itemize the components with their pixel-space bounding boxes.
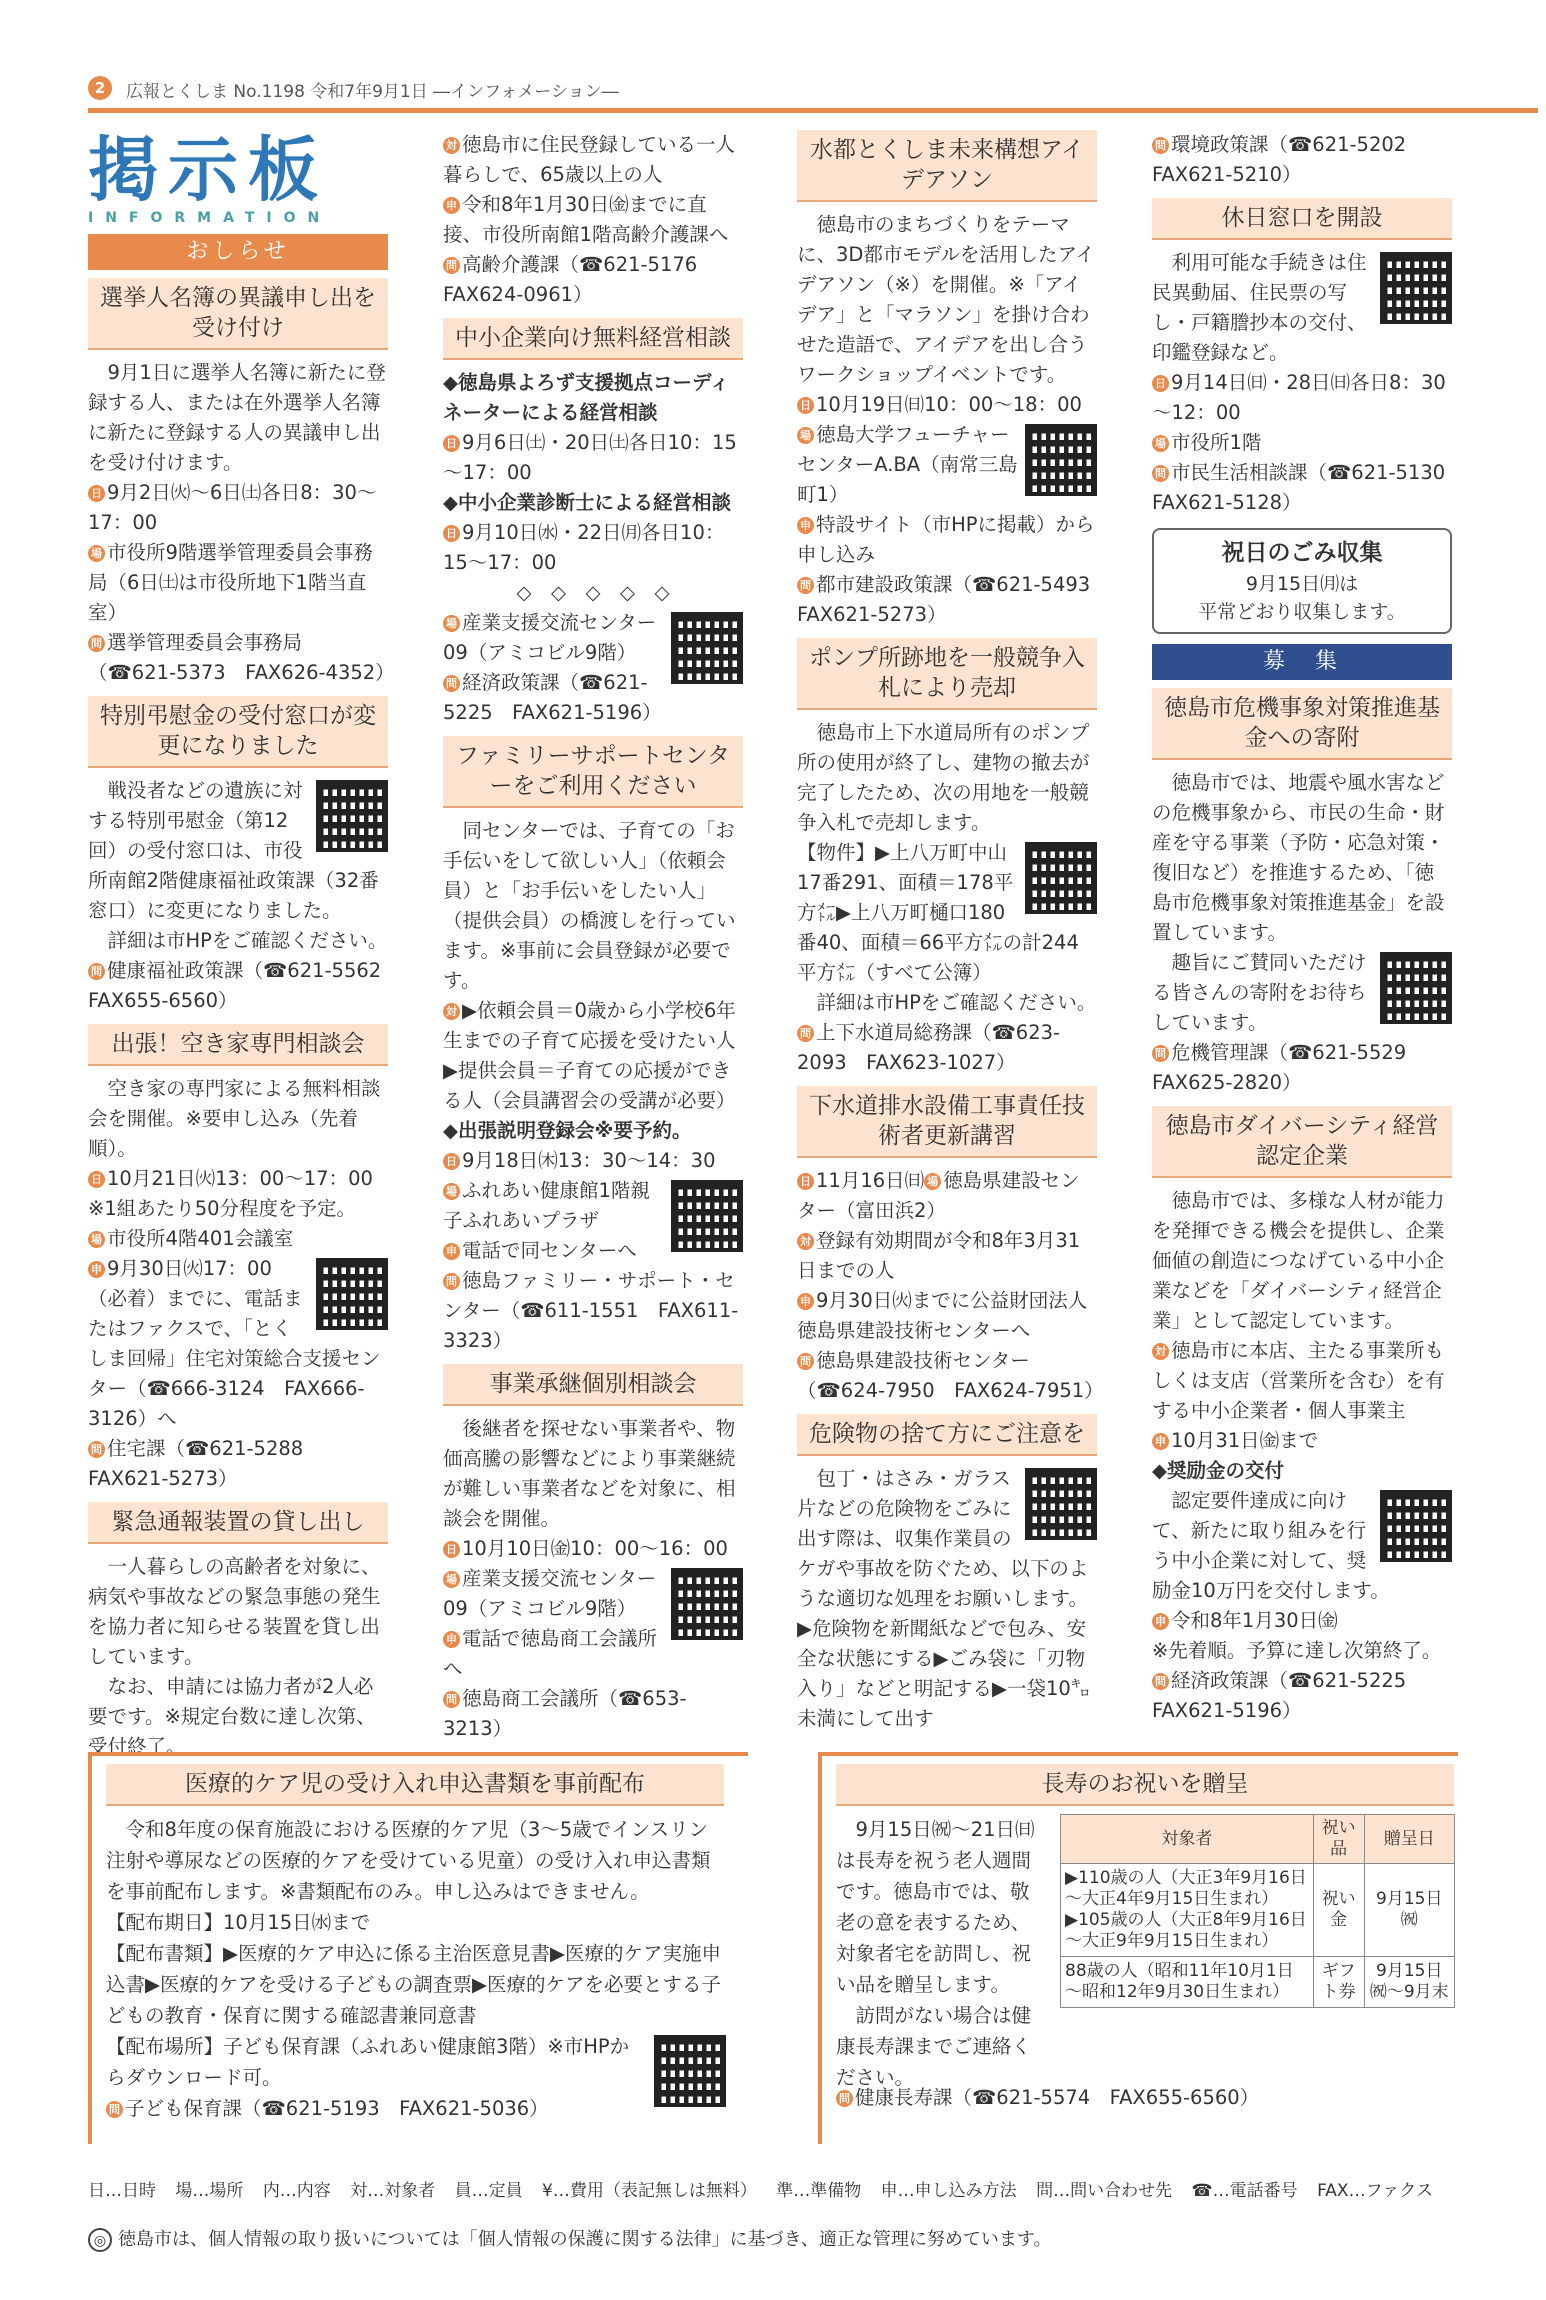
date-line — [443, 1146, 743, 1176]
steps-line: ▶危険物を新聞紙などで包み、安全な状態にする▶ごみ袋に「刃物入り」などと明記する▶一袋10㌔未満にして出す — [797, 1617, 1091, 1730]
qr-code-icon[interactable] — [671, 1568, 743, 1640]
place-text: 市役所9階選挙管理委員会事務局（6日㈯は市役所地下1階当直室） — [88, 541, 373, 624]
legend-item: ¥…費用（表記無しは無料） — [542, 2181, 757, 2201]
city-emblem-icon: ◎ — [88, 2228, 112, 2252]
date-text: 10月19日㈰10：00～18：00 — [816, 393, 1082, 416]
legend-item: 準…準備物 — [776, 2181, 862, 2201]
place-icon: 場 — [1152, 435, 1169, 452]
contact-line — [1152, 130, 1452, 190]
privacy-notice — [88, 2225, 1538, 2252]
box-content — [106, 1814, 726, 2124]
target-text: 登録有効期間が令和8年3月31日までの人 — [797, 1229, 1081, 1282]
article-title: 危険物の捨て方にご注意を — [797, 1414, 1097, 1456]
subheading: ◆徳島県よろず支援拠点コーディネーターによる経営相談 — [443, 371, 730, 424]
contact-text: 健康長寿課（☎621-5574 FAX655-6560） — [855, 2086, 1260, 2109]
contact-line — [797, 1018, 1097, 1078]
contact-icon: 問 — [797, 577, 814, 594]
contact-line — [1152, 1038, 1452, 1098]
contact-text: 健康福祉政策課（☎621-5562 FAX655-6560） — [88, 959, 401, 1012]
contact-icon: 問 — [88, 635, 105, 652]
contact-line — [836, 2082, 1456, 2113]
contact-line — [797, 570, 1110, 630]
item-line: 【物件】▶上八万町中山17番291、面積＝178平方㍍▶上八万町樋口180番40、面積＝66平方㍍の計244平方㍍（すべて公簿） — [797, 841, 1079, 984]
table-cell: 9月15日㈷ — [1364, 1864, 1455, 1957]
apply-line — [797, 1286, 1097, 1346]
contact-icon: 問 — [1152, 1673, 1169, 1690]
target-text: 徳島市に住民登録している一人暮らしで、65歳以上の人 — [443, 133, 736, 186]
contact-icon: 問 — [1152, 1045, 1169, 1062]
article-body: 徳島市では、多様な人材が能力を発揮できる機会を提供し、企業価値の創造につなげている中小企業などを「ダイバーシティ経営企業」として認定しています。 — [1152, 1189, 1445, 1332]
place-text: 徳島大学フューチャーセンターA.BA（南常三島町1） — [797, 423, 1018, 506]
target-icon: 対 — [443, 137, 460, 154]
date-icon: 日 — [88, 1171, 105, 1188]
article-title: 下水道排水設備工事責任技術者更新講習 — [797, 1086, 1097, 1158]
place-icon: 場 — [88, 1231, 105, 1248]
article-title: 特別弔慰金の受付窓口が変更になりました — [88, 696, 388, 768]
header-rule — [88, 108, 1538, 113]
article-title: ファミリーサポートセンターをご利用ください — [443, 736, 743, 808]
target-b: ▶105歳の人（大正8年9月16日～大正9年9月15日生まれ） — [1065, 1910, 1307, 1951]
date-icon: 日 — [443, 1153, 460, 1170]
article-body: 認定要件達成に向けて、新たに取り組みを行う中小企業に対して、奨励金10万円を交付します。 — [1152, 1489, 1390, 1602]
apply-line — [797, 510, 1097, 570]
qr-code-icon[interactable] — [316, 780, 388, 852]
apply-icon: 申 — [443, 1631, 460, 1648]
table-row — [1061, 1957, 1455, 2008]
date-text: 10月10日㈮10：00～16：00 — [462, 1537, 728, 1560]
target-text: 徳島市に本店、主たる事業所もしくは支店（営業所を含む）を有する中小企業者・個人事業主 — [1152, 1339, 1445, 1422]
target-line — [1152, 1336, 1452, 1426]
qr-code-icon[interactable] — [316, 1258, 388, 1330]
page-header — [88, 74, 1538, 106]
place-text: 徳島県建設センター（富田浜2） — [797, 1169, 1080, 1222]
subheading: ◆奨励金の交付 — [1152, 1459, 1284, 1482]
contact-icon: 問 — [1152, 137, 1169, 154]
contact-text: 環境政策課（☎621-5202 FAX621-5210） — [1152, 133, 1426, 186]
article-body: 徳島市のまちづくりをテーマに、3D都市モデルを活用したアイデアソン（※）を開催。※「アイデア」と「マラソン」を掛け合わせた造語で、アイデアを出し合うワークショップイベントです。 — [797, 213, 1095, 386]
legend — [88, 2176, 1538, 2201]
article-body: 空き家の専門家による無料相談会を開催。※要申し込み（先着順）。 — [88, 1077, 381, 1160]
longevity-box — [818, 1752, 1458, 2144]
date-text: 11月16日㈰ — [816, 1169, 925, 1192]
legend-item: 内…内容 — [262, 2181, 331, 2201]
contact-text: 徳島県建設技術センター（☎624-7950 FAX624-7951） — [797, 1349, 1104, 1402]
table-row — [1061, 1864, 1455, 1957]
article-body: 徳島市上下水道局所有のポンプ所の使用が終了し、建物の撤去が完了したため、次の用地を一般競争入札で売却します。 — [797, 721, 1090, 834]
legend-item: 日…日時 — [88, 2181, 156, 2201]
qr-code-icon[interactable] — [1025, 424, 1097, 496]
contact-icon: 問 — [443, 1691, 460, 1708]
subheading: ◆中小企業診断士による経営相談 — [443, 491, 731, 514]
article-body: 9月1日に選挙人名簿に新たに登録する人、または在外選挙人名簿に新たに登録する人の異議申し出を受け付けます。 — [88, 361, 386, 474]
contact-icon: 問 — [836, 2090, 853, 2107]
contact-line — [88, 1434, 388, 1494]
article-body: 利用可能な手続きは住民異動届、住民票の写し・戸籍謄抄本の交付、印鑑登録など。 — [1152, 251, 1367, 364]
table-header: 贈呈日 — [1364, 1815, 1455, 1864]
table-header-row — [1061, 1815, 1455, 1864]
box-left-text — [836, 1814, 1041, 2093]
apply-line — [443, 190, 743, 250]
target-line — [797, 1226, 1097, 1286]
box-title: 長寿のお祝いを贈呈 — [836, 1764, 1454, 1806]
date-text: 10月21日㈫13：00～17：00 ※1組あたり50分程度を予定。 — [88, 1167, 393, 1220]
place-line — [88, 538, 388, 628]
holiday-line: 9月15日㈪は — [1245, 573, 1359, 595]
article-more: 詳細は市HPをご確認ください。 — [107, 929, 388, 952]
target-line — [443, 996, 743, 1116]
header-text: 広報とくしま No.1198 令和7年9月1日 ―インフォメーション― — [126, 82, 619, 102]
contact-text: 徳島ファミリー・サポート・センター（☎611-1551 FAX611-3323） — [443, 1269, 739, 1352]
article-body: 包丁・はさみ・ガラス片などの危険物をごみに出す際は、収集作業員のケガや事故を防ぐため、以下のような適切な処理をお願いします。 — [797, 1467, 1089, 1610]
date-line — [1152, 368, 1452, 428]
article-title: 徳島市危機事象対策推進基金への寄附 — [1152, 688, 1452, 760]
apply-text: 電話で徳島商工会議所へ — [443, 1627, 658, 1680]
column-4 — [1152, 130, 1465, 1726]
contact-icon: 問 — [1152, 465, 1169, 482]
article-title: 出張！空き家専門相談会 — [88, 1024, 388, 1066]
target-icon: 対 — [443, 1003, 460, 1020]
place-icon: 場 — [443, 615, 460, 632]
contact-line — [443, 1266, 743, 1356]
qr-code-icon[interactable] — [1380, 952, 1452, 1024]
column-3 — [797, 130, 1110, 1734]
contact-line — [443, 250, 743, 310]
date-icon: 日 — [88, 485, 105, 502]
article-title: 事業承継個別相談会 — [443, 1364, 743, 1406]
target-icon: 対 — [1152, 1343, 1169, 1360]
date-line — [443, 518, 743, 578]
place-icon: 場 — [88, 545, 105, 562]
qr-code-icon[interactable] — [1380, 252, 1452, 324]
legend-item: FAX…ファクス — [1317, 2181, 1434, 2201]
privacy-text: 徳島市は、個人情報の取り扱いについては「個人情報の保護に関する法律」に基づき、適正な管理に努めています。 — [118, 2229, 1052, 2250]
date-line — [797, 390, 1097, 420]
apply-line — [1152, 1606, 1452, 1636]
date-line — [443, 1534, 743, 1564]
apply-line — [1152, 1426, 1452, 1456]
place-icon: 場 — [924, 1173, 941, 1190]
qr-code-icon[interactable] — [671, 1180, 743, 1252]
table-header: 対象者 — [1061, 1815, 1314, 1864]
contact-line — [88, 956, 401, 1016]
box-body: 9月15日㈷～21日㈰は長寿を祝う老人週間です。徳島市では、敬老の意を表するため、対象者宅を訪問し、祝い品を贈呈します。 — [836, 1818, 1035, 1996]
qr-code-icon[interactable] — [1380, 1490, 1452, 1562]
article-title: 選挙人名簿の異議申し出を受け付け — [88, 278, 388, 350]
contact-line — [797, 1346, 1104, 1406]
date-icon: 日 — [797, 1173, 814, 1190]
longevity-table — [1060, 1814, 1455, 2008]
apply-text: 電話で同センターへ — [462, 1239, 637, 1262]
qr-code-icon[interactable] — [1025, 1468, 1097, 1540]
holiday-title: 祝日のごみ収集 — [1221, 540, 1383, 566]
date-text: 9月10日㈬・22日㈪各日10：15～17：00 — [443, 521, 725, 574]
article-body: 趣旨にご賛同いただける皆さんの寄附をお待ちしています。 — [1152, 951, 1367, 1034]
apply-icon: 申 — [1152, 1613, 1169, 1630]
article-title: 休日窓口を開設 — [1152, 198, 1452, 240]
logo-title: 掲示板 — [88, 128, 328, 211]
date-icon: 日 — [797, 397, 814, 414]
apply-text: 令和8年1月30日㈮ — [1171, 1609, 1338, 1632]
place-text: 市役所4階401会議室 — [107, 1227, 294, 1250]
box-period: 【配布期日】10月15日㈬まで — [106, 1911, 371, 1934]
contact-icon: 問 — [88, 1441, 105, 1458]
contact-text: 子ども保育課（☎621-5193 FAX621-5036） — [125, 2097, 549, 2120]
apply-icon: 申 — [443, 197, 460, 214]
note-line: ※先着順。予算に達し次第終了。 — [1152, 1639, 1442, 1662]
notice-section-bar: おしらせ — [88, 234, 388, 270]
date-text: 9月6日㈯・20日㈯各日10：15～17：00 — [443, 431, 737, 484]
box-title: 医療的ケア児の受け入れ申込書類を事前配布 — [106, 1764, 724, 1806]
date-line — [443, 428, 743, 488]
article-body: 一人暮らしの高齢者を対象に、病気や事故などの緊急事態の発生を協力者に知らせる装置を貸し出しています。 — [88, 1555, 381, 1668]
page-number: 2 — [88, 76, 112, 100]
place-line — [88, 1224, 388, 1254]
contact-icon: 問 — [443, 1273, 460, 1290]
legend-item: 申…申し込み方法 — [880, 2181, 1017, 2201]
date-line — [797, 1166, 1097, 1226]
contact-line — [1152, 458, 1465, 518]
article-title: 水都とくしま未来構想アイデアソン — [797, 130, 1097, 202]
contact-text: 高齢介護課（☎621-5176 FAX624-0961） — [443, 253, 717, 306]
legend-item: 対…対象者 — [350, 2181, 436, 2201]
date-icon: 日 — [443, 1541, 460, 1558]
legend-item: 問…問い合わせ先 — [1036, 2181, 1173, 2201]
legend-item: 員…定員 — [454, 2181, 523, 2201]
contact-icon: 問 — [443, 257, 460, 274]
article-body: 同センターでは、子育ての「お手伝いをして欲しい人」（依頼会員）と「お手伝いをしたい人」（提供会員）の橋渡しを行っています。※事前に会員登録が必要です。 — [443, 819, 736, 992]
place-text: ふれあい健康館1階親子ふれあいプラザ — [443, 1179, 650, 1232]
table-header: 祝い品 — [1313, 1815, 1364, 1864]
contact-text: 選挙管理委員会事務局（☎621-5373 FAX626-4352） — [88, 631, 395, 684]
contact-text: 都市建設政策課（☎621-5493 FAX621-5273） — [797, 573, 1110, 626]
target-a: ▶110歳の人（大正3年9月16日～大正4年9月15日生まれ） — [1065, 1868, 1307, 1909]
date-line — [88, 1164, 393, 1224]
table-cell: 祝い金 — [1313, 1864, 1364, 1957]
box-place: 【配布場所】子ども保育課（ふれあい健康館3階）※市HPからダウンロード可。 — [106, 2035, 630, 2089]
target-text: ▶依頼会員＝0歳から小学校6年生までの子育て応援を受けたい人▶提供会員＝子育ての応援ができる人（会員講習会の受講が必要） — [443, 999, 736, 1112]
place-icon: 場 — [443, 1183, 460, 1200]
bulletin-logo — [88, 130, 388, 230]
article-title: 緊急通報装置の貸し出し — [88, 1502, 388, 1544]
logo-subtitle: INFORMATION — [88, 210, 332, 226]
place-line — [1152, 428, 1452, 458]
apply-icon: 申 — [797, 1293, 814, 1310]
article-title: 徳島市ダイバーシティ経営認定企業 — [1152, 1106, 1452, 1178]
apply-icon: 申 — [1152, 1433, 1169, 1450]
medical-care-box — [88, 1752, 748, 2144]
apply-icon: 申 — [797, 517, 814, 534]
table-cell: 9月15日㈷～9月末 — [1364, 1957, 1455, 2008]
qr-code-icon[interactable] — [1025, 842, 1097, 914]
legend-item: ☎…電話番号 — [1191, 2181, 1298, 2201]
place-text: 産業支援交流センター09（アミコビル9階） — [443, 1567, 657, 1620]
contact-icon: 問 — [88, 963, 105, 980]
apply-text: 令和8年1月30日㈮までに直接、市役所南館1階高齢介護課へ — [443, 193, 729, 246]
apply-icon: 申 — [88, 1261, 105, 1278]
contact-text: 上下水道局総務課（☎623-2093 FAX623-1027） — [797, 1021, 1061, 1074]
contact-text: 経済政策課（☎621-5225 FAX621-5196） — [1152, 1669, 1426, 1722]
contact-line — [443, 1684, 743, 1744]
holiday-line: 平常どおり収集します。 — [1198, 601, 1406, 623]
column-1 — [88, 128, 401, 1762]
target-line — [443, 130, 743, 190]
target-icon: 対 — [797, 1233, 814, 1250]
qr-code-icon[interactable] — [654, 2035, 726, 2107]
article-title: ポンプ所跡地を一般競争入札により売却 — [797, 638, 1097, 710]
contact-icon: 問 — [443, 675, 460, 692]
article-more: 詳細は市HPをご確認ください。 — [816, 991, 1097, 1014]
date-icon: 日 — [1152, 375, 1169, 392]
date-text: 9月14日㈰・28日㈰各日8：30～12：00 — [1152, 371, 1446, 424]
date-line — [88, 478, 388, 538]
article-body: 後継者を探せない事業者や、物価高騰の影響などにより事業継続が難しい事業者などを対象に、相談会を開催。 — [443, 1417, 736, 1530]
table-cell: 88歳の人（昭和11年10月1日～昭和12年9月30日生まれ） — [1061, 1957, 1314, 2008]
apply-text: 特設サイト（市HPに掲載）から申し込み — [797, 513, 1095, 566]
date-icon: 日 — [443, 525, 460, 542]
apply-text: 10月31日㈮まで — [1171, 1429, 1319, 1452]
article-title: 中小企業向け無料経営相談 — [443, 318, 743, 360]
apply-text: 9月30日㈫17：00（必着）までに、電話またはファクスで、「とくしま回帰」住宅対策総合支援センター（☎666-3124 FAX666-3126）へ — [88, 1257, 381, 1430]
article-body: 戦没者などの遺族に対する特別弔慰金（第12回）の受付窓口は、市役所南館2階健康福祉政策課（32番窓口）に変更になりました。 — [88, 779, 379, 922]
apply-icon: 申 — [443, 1243, 460, 1260]
holiday-garbage-box — [1152, 528, 1452, 634]
contact-text: 徳島商工会議所（☎653-3213） — [443, 1687, 687, 1740]
subheading: ◆出張説明登録会※要予約。 — [443, 1119, 692, 1142]
contact-line — [1152, 1666, 1452, 1726]
table-cell: ギフト券 — [1313, 1957, 1364, 2008]
legend-item: 場…場所 — [175, 2181, 244, 2201]
apply-text: 9月30日㈫までに公益財団法人徳島県建設技術センターへ — [797, 1289, 1088, 1342]
article-body: なお、申請には協力者が2人必要です。※規定台数に達し次第、受付終了。 — [88, 1675, 376, 1758]
table-cell — [1061, 1864, 1314, 1957]
box-body: 令和8年度の保育施設における医療的ケア児（3～5歳でインスリン注射や導尿などの医療的ケアを受けている児童）の受け入れ申込書類を事前配布します。※書類配布のみ。申し込みはできません。 — [106, 1818, 711, 1903]
contact-text: 危機管理課（☎621-5529 FAX625-2820） — [1152, 1041, 1426, 1094]
contact-icon: 問 — [797, 1025, 814, 1042]
date-text: 9月2日㈫～6日㈯各日8：30～17：00 — [88, 481, 377, 534]
place-icon: 場 — [797, 427, 814, 444]
article-body: 徳島市では、地震や風水害などの危機事象から、市民の生命・財産を守る事業（予防・応急対策・復旧など）を推進するため、「徳島市危機事象対策推進基金」を設置しています。 — [1152, 771, 1445, 944]
place-icon: 場 — [443, 1571, 460, 1588]
date-text: 9月18日㈭13：30～14：30 — [462, 1149, 716, 1172]
contact-line — [88, 628, 395, 688]
place-text: 市役所1階 — [1171, 431, 1262, 454]
contact-icon: 問 — [797, 1353, 814, 1370]
qr-code-icon[interactable] — [671, 612, 743, 684]
contact-text: 市民生活相談課（☎621-5130 FAX621-5128） — [1152, 461, 1465, 514]
recruit-section-bar: 募 集 — [1152, 644, 1452, 680]
contact-icon: 問 — [106, 2101, 123, 2118]
column-2 — [443, 130, 743, 1744]
box-body: 訪問がない場合は健康長寿課までご連絡ください。 — [836, 2004, 1032, 2089]
date-icon: 日 — [443, 435, 460, 452]
box-docs: 【配布書類】▶医療的ケア申込に係る主治医意見書▶医療的ケア実施申込書▶医療的ケアを受ける子どもの調査票▶医療的ケアを必要とする子どもの教育・保育に関する確認書兼同意書 — [106, 1942, 721, 2027]
contact-text: 経済政策課（☎621-5225 FAX621-5196） — [443, 671, 662, 724]
separator: ◇ ◇ ◇ ◇ ◇ — [516, 581, 670, 604]
contact-line — [106, 2093, 726, 2124]
place-text: 産業支援交流センター09（アミコビル9階） — [443, 611, 657, 664]
contact-text: 住宅課（☎621-5288 FAX621-5273） — [88, 1437, 323, 1490]
box-contact — [836, 2082, 1456, 2113]
